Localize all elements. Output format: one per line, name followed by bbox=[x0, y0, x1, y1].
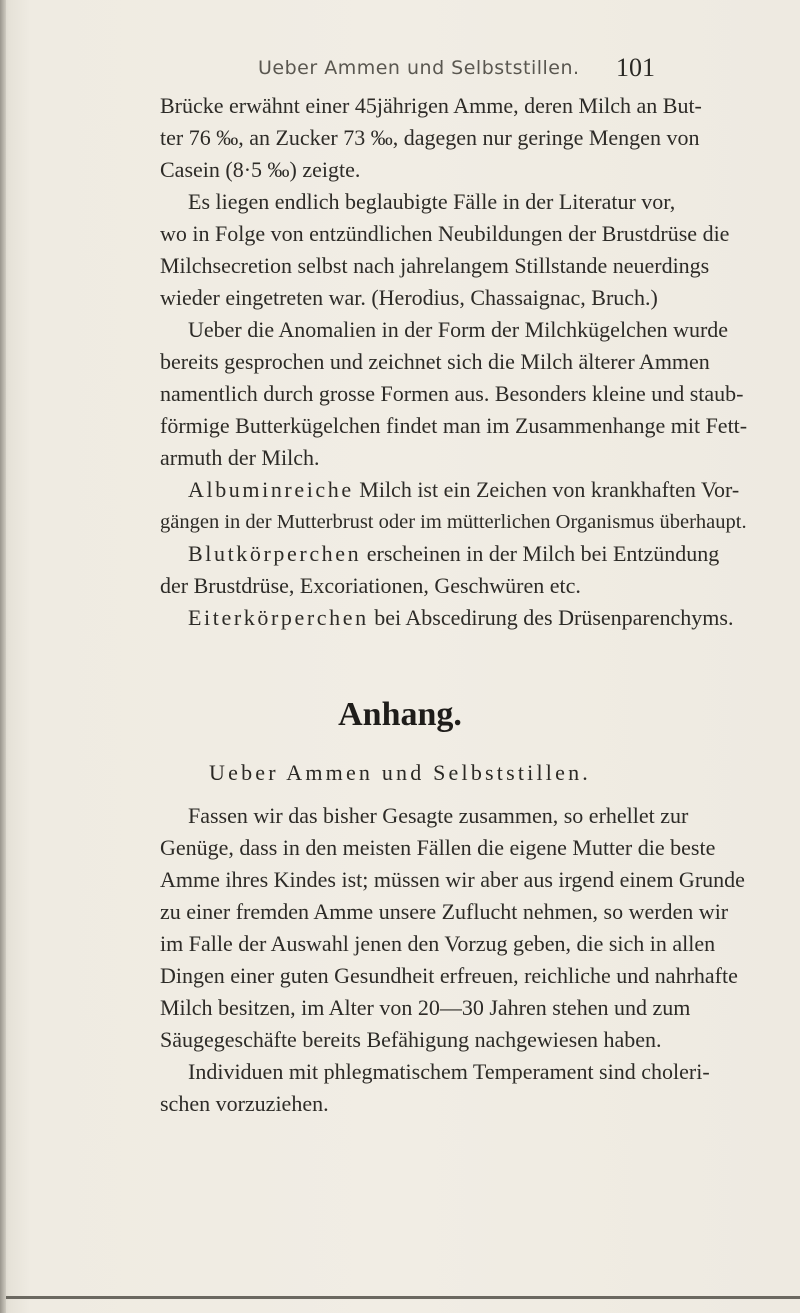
text-line: ter 76 ‰, an Zucker 73 ‰, dagegen nur geringe Mengen von bbox=[160, 125, 700, 150]
running-title: Ueber Ammen und Selbststillen. bbox=[258, 57, 580, 79]
text-line: wo in Folge von entzündlichen Neubildungen der Brustdrüse die bbox=[160, 221, 730, 246]
body-text-bottom bbox=[160, 800, 745, 1120]
text-line: Brücke erwähnt einer 45jährigen Amme, deren Milch an But- bbox=[160, 93, 702, 118]
text-line: wieder eingetreten war. (Herodius, Chassaignac, Bruch.) bbox=[160, 285, 658, 310]
text-line: Eiterkörperchen bei Abscedirung des Drüsenparenchyms. bbox=[188, 605, 734, 630]
text-line: Dingen einer guten Gesundheit erfreuen, reichliche und nahrhafte bbox=[160, 963, 738, 988]
text-line: schen vorzuziehen. bbox=[160, 1091, 329, 1116]
text-line: Milchsecretion selbst nach jahrelangem Stillstande neuerdings bbox=[160, 253, 710, 278]
text-line: Blutkörperchen erscheinen in der Milch bei Entzündung bbox=[188, 541, 720, 566]
page-spine-shadow bbox=[0, 0, 6, 1313]
appendix-title: Anhang. bbox=[338, 696, 462, 733]
text-line: zu einer fremden Amme unsere Zuflucht nehmen, so werden wir bbox=[160, 899, 729, 924]
text-line: Individuen mit phlegmatischem Temperament sind choleri- bbox=[188, 1059, 710, 1084]
bottom-edge-rule bbox=[6, 1296, 800, 1299]
text-line: gängen in der Mutterbrust oder im mütterlichen Organismus überhaupt. bbox=[160, 511, 747, 533]
text-line: Milch besitzen, im Alter von 20—30 Jahren stehen und zum bbox=[160, 995, 691, 1020]
text-line: Amme ihres Kindes ist; müssen wir aber aus irgend einem Grunde bbox=[160, 867, 745, 892]
text-line: Es liegen endlich beglaubigte Fälle in der Literatur vor, bbox=[188, 189, 676, 214]
text-line: förmige Butterkügelchen findet man im Zusammenhange mit Fett- bbox=[160, 413, 748, 438]
text-line: Genüge, dass in den meisten Fällen die eigene Mutter die beste bbox=[160, 835, 716, 860]
text-line: bereits gesprochen und zeichnet sich die Milch älterer Ammen bbox=[160, 349, 710, 374]
text-line: armuth der Milch. bbox=[160, 445, 320, 470]
text-line: der Brustdrüse, Excoriationen, Geschwüren etc. bbox=[160, 573, 581, 598]
text-line: Ueber die Anomalien in der Form der Milchkügelchen wurde bbox=[188, 317, 729, 342]
page-header bbox=[0, 53, 800, 83]
text-line: Säugegeschäfte bereits Befähigung nachgewiesen haben. bbox=[160, 1027, 662, 1052]
text-line: Albuminreiche Milch ist ein Zeichen von krankhaften Vor- bbox=[188, 477, 740, 502]
text-line: Casein (8·5 ‰) zeigte. bbox=[160, 157, 361, 182]
text-line: im Falle der Auswahl jenen den Vorzug geben, die sich in allen bbox=[160, 931, 716, 956]
text-line: Fassen wir das bisher Gesagte zusammen, so erhellet zur bbox=[188, 803, 689, 828]
body-text-top bbox=[160, 90, 748, 634]
text-line: namentlich durch grosse Formen aus. Besonders kleine und staub- bbox=[160, 381, 744, 406]
appendix-subtitle: Ueber Ammen und Selbststillen. bbox=[209, 760, 591, 785]
page-number: 101 bbox=[616, 53, 655, 82]
